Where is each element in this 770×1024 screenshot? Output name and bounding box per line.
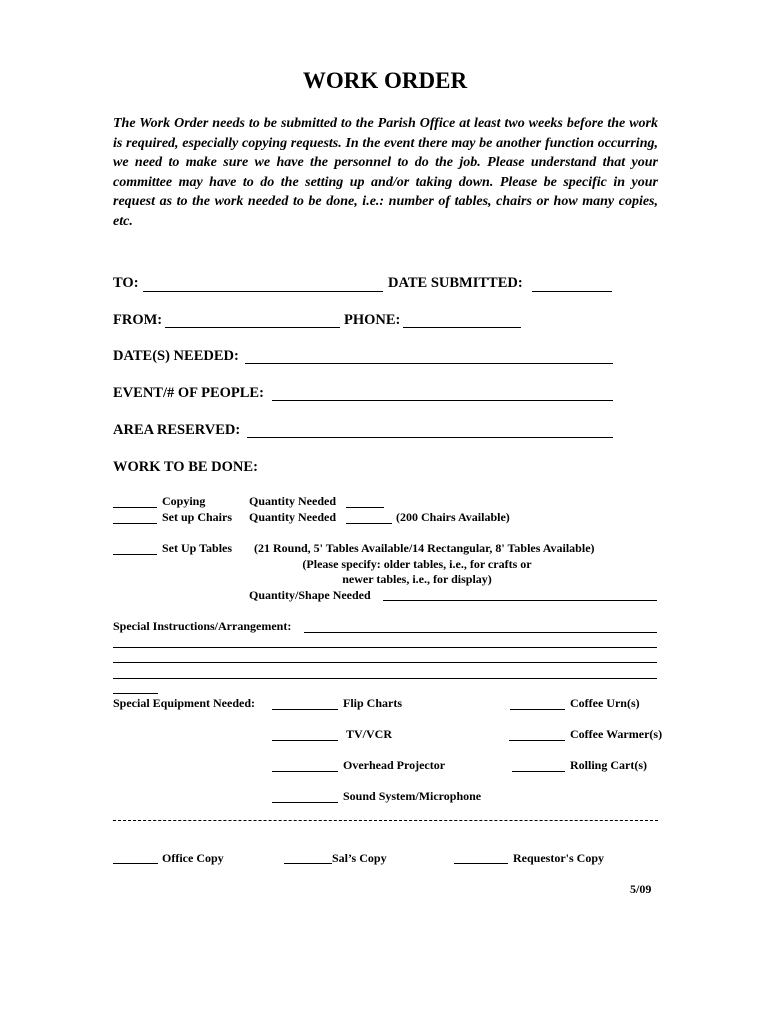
to-field[interactable] bbox=[143, 291, 383, 292]
chairs-check-line[interactable] bbox=[113, 523, 157, 524]
instructions-paragraph: The Work Order needs to be submitted to the Parish Office at least two weeks before the work is required, especially copying requests. In the event there may be another function occurring, we need to make sure we have the personnel to do the job. Please understand that your committee may have to do the setting up and/or taking down. Please be specific in your request as to the work needed to be done, i.e.: number of tables, chairs or how many copies, etc. bbox=[113, 116, 658, 229]
office-copy-check-line[interactable] bbox=[113, 863, 158, 864]
special-instructions-field[interactable] bbox=[304, 632, 657, 633]
event-people-field[interactable] bbox=[272, 400, 613, 401]
flip-charts-check-line[interactable] bbox=[272, 709, 338, 710]
copying-label: Copying bbox=[162, 494, 206, 508]
from-label: FROM: bbox=[113, 312, 163, 328]
sound-system-check-line[interactable] bbox=[272, 802, 338, 803]
date-submitted-field[interactable] bbox=[532, 291, 612, 292]
phone-field[interactable] bbox=[403, 327, 521, 328]
quantity-shape-label: Quantity/Shape Needed bbox=[249, 588, 371, 602]
copying-quantity-label: Quantity Needed bbox=[249, 494, 336, 508]
chairs-quantity-field[interactable] bbox=[346, 523, 392, 524]
requestor-copy-label: Requestor's Copy bbox=[513, 851, 605, 865]
copying-quantity-field[interactable] bbox=[346, 507, 384, 508]
sal-copy-check-line[interactable] bbox=[284, 863, 332, 864]
special-instructions-line[interactable] bbox=[113, 647, 657, 648]
office-copy-label: Office Copy bbox=[162, 851, 224, 865]
to-label: TO: bbox=[113, 275, 139, 291]
dates-needed-field[interactable] bbox=[245, 363, 613, 364]
copying-check-line[interactable] bbox=[113, 507, 157, 508]
chairs-available-note: (200 Chairs Available) bbox=[396, 510, 510, 524]
sal-copy-label: Sal’s Copy bbox=[332, 851, 387, 865]
revision-date: 5/09 bbox=[630, 882, 652, 896]
special-instructions-line[interactable] bbox=[113, 693, 158, 694]
work-heading: WORK TO BE DONE: bbox=[113, 459, 258, 475]
tables-check-line[interactable] bbox=[113, 554, 157, 555]
event-people-label: EVENT/# OF PEOPLE: bbox=[113, 385, 264, 401]
coffee-urn-check-line[interactable] bbox=[510, 709, 565, 710]
page-title: WORK ORDER bbox=[302, 68, 468, 93]
cut-line-divider bbox=[113, 820, 658, 821]
flip-charts-label: Flip Charts bbox=[343, 696, 403, 710]
special-instructions-line[interactable] bbox=[113, 678, 657, 679]
requestor-copy-check-line[interactable] bbox=[454, 863, 508, 864]
rolling-cart-check-line[interactable] bbox=[512, 771, 565, 772]
overhead-projector-label: Overhead Projector bbox=[343, 758, 446, 772]
tv-vcr-check-line[interactable] bbox=[272, 740, 338, 741]
quantity-shape-field[interactable] bbox=[383, 600, 657, 601]
date-submitted-label: DATE SUBMITTED: bbox=[388, 275, 523, 291]
tables-specify-note: (Please specify: older tables, i.e., for crafts or bbox=[302, 557, 532, 571]
overhead-projector-check-line[interactable] bbox=[272, 771, 338, 772]
from-field[interactable] bbox=[165, 327, 340, 328]
dates-needed-label: DATE(S) NEEDED: bbox=[113, 348, 239, 364]
special-equipment-label: Special Equipment Needed: bbox=[113, 696, 256, 710]
area-reserved-field[interactable] bbox=[247, 437, 613, 438]
phone-label: PHONE: bbox=[344, 312, 401, 328]
tv-vcr-label: TV/VCR bbox=[346, 727, 393, 741]
sound-system-label: Sound System/Microphone bbox=[343, 789, 482, 803]
special-instructions-label: Special Instructions/Arrangement: bbox=[113, 619, 292, 633]
tables-label: Set Up Tables bbox=[162, 541, 233, 555]
tables-available-note: (21 Round, 5' Tables Available/14 Rectangular, 8' Tables Available) bbox=[254, 541, 595, 555]
area-reserved-label: AREA RESERVED: bbox=[113, 422, 241, 438]
coffee-warmer-label: Coffee Warmer(s) bbox=[570, 727, 663, 741]
special-instructions-line[interactable] bbox=[113, 662, 657, 663]
chairs-quantity-label: Quantity Needed bbox=[249, 510, 336, 524]
chairs-label: Set up Chairs bbox=[162, 510, 233, 524]
coffee-warmer-check-line[interactable] bbox=[509, 740, 565, 741]
rolling-cart-label: Rolling Cart(s) bbox=[570, 758, 647, 772]
coffee-urn-label: Coffee Urn(s) bbox=[570, 696, 640, 710]
tables-newer-note: newer tables, i.e., for display) bbox=[342, 572, 492, 586]
